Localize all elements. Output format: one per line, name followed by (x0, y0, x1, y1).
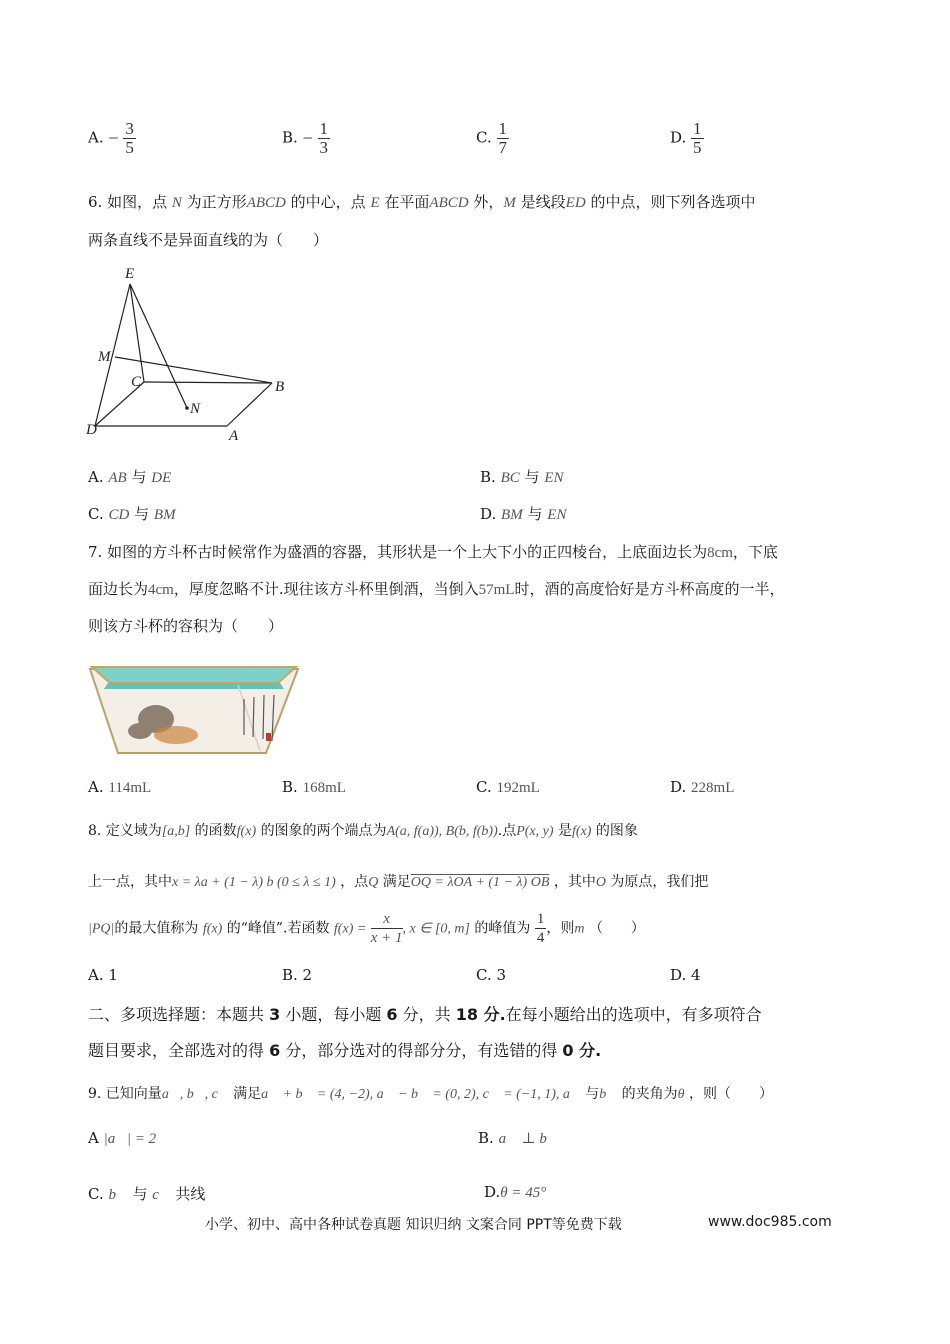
q7-stem-line3: 则该方斗杯的容积为（ ） (88, 617, 284, 635)
q8-stem-line3: |PQ|的最大值称为 f(x) 的“峰值”.若函数 f(x) = $\frac{x}{x + 1}$ , x ∈ [0, m] 的峰值为 $\frac{1}{4}$ ，则m （ ） (88, 911, 645, 946)
q8-stem-line2: 上一点，其中x = λa + (1 − λ) b (0 ≤ λ ≤ 1) ，点Q 满足OQ = λOA + (1 − λ) OB ，其中O 为原点，我们把 (88, 874, 709, 890)
section-2-heading-line2: 题目要求，全部选对的得 6 分，部分选对的得部分分，有选错的得 0 分. (88, 1041, 602, 1060)
fig-label-e: E (125, 266, 135, 282)
q6-stem-line1: 6. 如图，点 N 为正方形ABCD 的中心，点 E 在平面ABCD 外，M 是线段ED 的中点，则下列各选项中 (88, 193, 756, 211)
q5-option-a: A. − $\frac{3}{5}$ (88, 119, 134, 157)
q5-a-fraction: $\frac{3}{5}$ (125, 119, 134, 157)
q9-option-d: D.θ = 45° (484, 1183, 547, 1201)
q9-option-c: C. b⃗ 与 c⃗ 共线 (88, 1185, 206, 1203)
q7-stem-line1: 7. 如图的方斗杯古时候常作为盛酒的容器，其形状是一个上大下小的正四棱台，上底面边长为8cm，下底 (88, 543, 778, 561)
q7-stem-line2: 面边长为4cm，厚度忽略不计.现往该方斗杯里倒酒，当倒入57mL时，酒的高度恰好是方斗杯高度的一半， (88, 580, 785, 598)
q5-d-fraction: $\frac{1}{5}$ (693, 119, 702, 157)
q7-option-d: D. 228mL (670, 778, 735, 796)
fig-label-a: A (229, 428, 239, 442)
q6-geometry-figure (82, 262, 302, 442)
q5-c-fraction: $\frac{1}{7}$ (498, 119, 507, 157)
q8-stem-line1: 8. 定义域为[a,b] 的函数f(x) 的图象的两个端点为A(a, f(a)), B(b, f(b)).点P(x, y) 是f(x) 的图象 (88, 823, 638, 839)
q6-option-d: D. BM 与 EN (480, 505, 567, 523)
fig-label-c: C (131, 374, 142, 390)
q8-option-b: B. 2 (282, 966, 313, 984)
section-2-heading-line1: 二、多项选择题：本题共 3 小题，每小题 6 分，共 18 分.在每小题给出的选项中，有多项符合 (88, 1005, 762, 1024)
q6-option-a: A. AB 与 DE (88, 468, 172, 486)
q9-stem: 9. 已知向量a⃗, b⃗, c⃗ 满足a⃗ + b⃗ = (4, −2), a⃗ − b⃗ = (0, 2), c⃗ = (−1, 1), a⃗ 与b⃗ 的夹角为θ ，则（ ） (88, 1086, 773, 1102)
q5-option-b: B. − $\frac{1}{3}$ (282, 119, 329, 157)
fig-label-d: D (86, 422, 97, 438)
q6-option-b: B. BC 与 EN (480, 468, 564, 486)
footer-promo-text: 小学、初中、高中各种试卷真题 知识归纳 文案合同 PPT等免费下载 (205, 1217, 622, 1233)
q8-option-a: A. 1 (88, 966, 118, 984)
q5-b-fraction: $\frac{1}{3}$ (319, 119, 329, 157)
q7-option-c: C. 192mL (476, 778, 540, 796)
q6-stem-line2: 两条直线不是异面直线的为（ ） (88, 231, 329, 249)
q6-option-c: C. CD 与 BM (88, 505, 176, 523)
q7-option-b: B. 168mL (282, 778, 346, 796)
fig-label-n: N (190, 401, 201, 417)
q7-option-a: A. 114mL (88, 778, 152, 796)
q8-option-d: D. 4 (670, 966, 701, 984)
q8-peak-fraction: $\frac{1}{4}$ (536, 911, 545, 946)
footer-url[interactable]: www.doc985.com (708, 1214, 832, 1230)
fig-label-m: M (98, 349, 111, 365)
q9-option-a: A |a⃗| = 2 (88, 1129, 157, 1147)
q8-function-fraction: $\frac{x}{x + 1}$ (370, 911, 403, 946)
q9-option-b: B. a⃗ ⊥ b⃗ (478, 1129, 559, 1147)
fig-label-b: B (275, 379, 285, 395)
q8-option-c: C. 3 (476, 966, 507, 984)
fangdou-cup-image (88, 655, 300, 757)
q5-option-d: D. $\frac{1}{5}$ (670, 119, 702, 157)
q5-option-c: C. $\frac{1}{7}$ (476, 119, 507, 157)
